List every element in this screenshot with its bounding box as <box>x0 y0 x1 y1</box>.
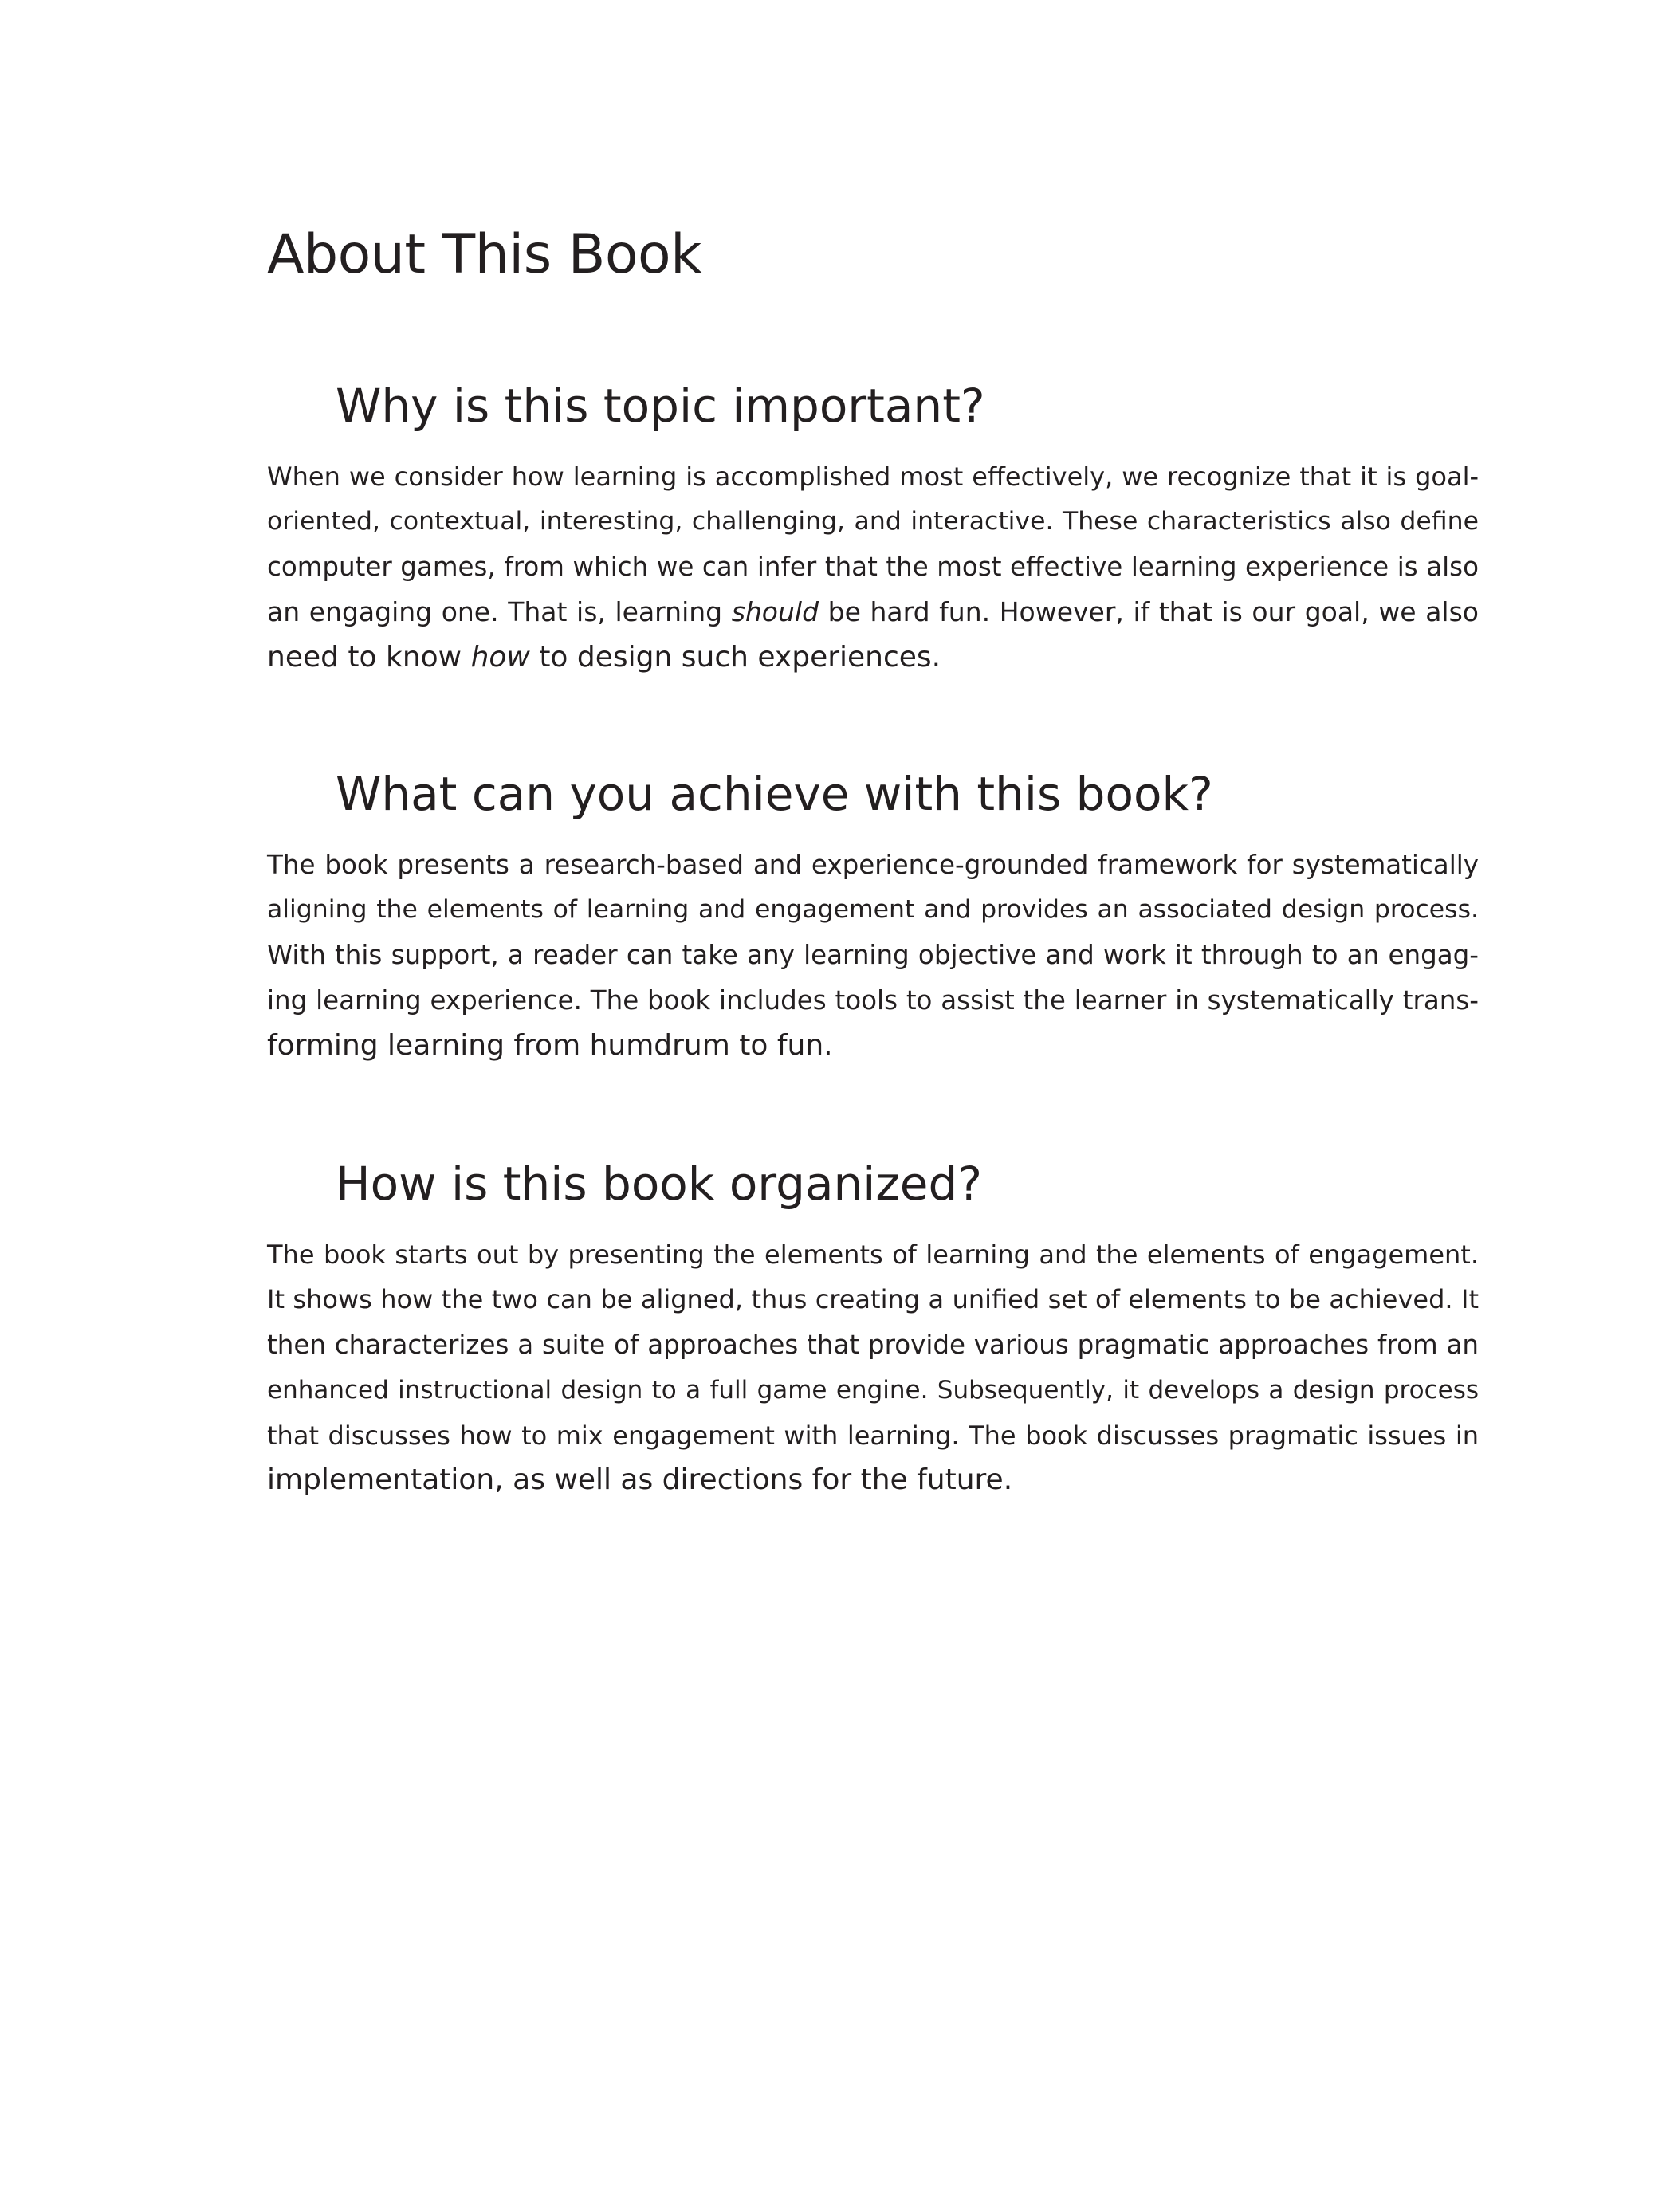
paragraph-line: It shows how the two can be aligned, thus creating a unified set of elements to be achieved. It <box>267 1284 1479 1315</box>
paragraph-line: enhanced instructional design to a full game engine. Subsequently, it develops a design process <box>267 1375 1479 1405</box>
section-heading: How is this book organized? <box>336 1157 983 1211</box>
paragraph-line: The book presents a research-based and experience-grounded framework for systematically <box>267 849 1479 880</box>
section-paragraph <box>267 454 1479 680</box>
text-run: to design such experiences. <box>529 640 941 674</box>
paragraph-line: The book starts out by presenting the elements of learning and the elements of engagement. <box>267 1239 1479 1270</box>
section-heading: What can you achieve with this book? <box>336 767 1213 821</box>
emphasis-text: should <box>731 595 819 627</box>
paragraph-line: When we consider how learning is accomplished most effectively, we recognize that it is goal- <box>267 461 1479 492</box>
section-why-important <box>267 381 1479 680</box>
paragraph-line <box>267 635 1479 681</box>
page-title: About This Book <box>267 223 701 286</box>
paragraph-line: ing learning experience. The book includes tools to assist the learner in systematically trans- <box>267 984 1479 1016</box>
section-paragraph <box>267 843 1479 1068</box>
paragraph-line: then characterizes a suite of approaches that provide various pragmatic approaches from an <box>267 1330 1479 1361</box>
paragraph-line: that discusses how to mix engagement with learning. The book discusses pragmatic issues in <box>267 1420 1479 1451</box>
paragraph-line: forming learning from humdrum to fun. <box>267 1028 833 1062</box>
text-run: an engaging one. That is, learning <box>267 595 732 627</box>
paragraph-line: aligning the elements of learning and engagement and provides an associated design process. <box>267 895 1479 925</box>
section-how-organized <box>267 1159 1479 1503</box>
emphasis-text: how <box>470 640 530 674</box>
paragraph-line <box>267 590 1479 635</box>
text-run: need to know <box>267 640 471 674</box>
section-paragraph <box>267 1232 1479 1503</box>
section-what-achieve <box>267 769 1479 1068</box>
section-heading: Why is this topic important? <box>336 379 985 433</box>
paragraph-line: oriented, contextual, interesting, challenging, and interactive. These characteristics also define <box>267 507 1479 536</box>
text-run: be hard fun. However, if that is our goal, we also <box>819 595 1479 627</box>
paragraph-line: With this support, a reader can take any learning objective and work it through to an engag- <box>267 940 1479 971</box>
paragraph-line: implementation, as well as directions for the future. <box>267 1464 1013 1497</box>
paragraph-line: computer games, from which we can infer that the most effective learning experience is also <box>267 552 1479 583</box>
